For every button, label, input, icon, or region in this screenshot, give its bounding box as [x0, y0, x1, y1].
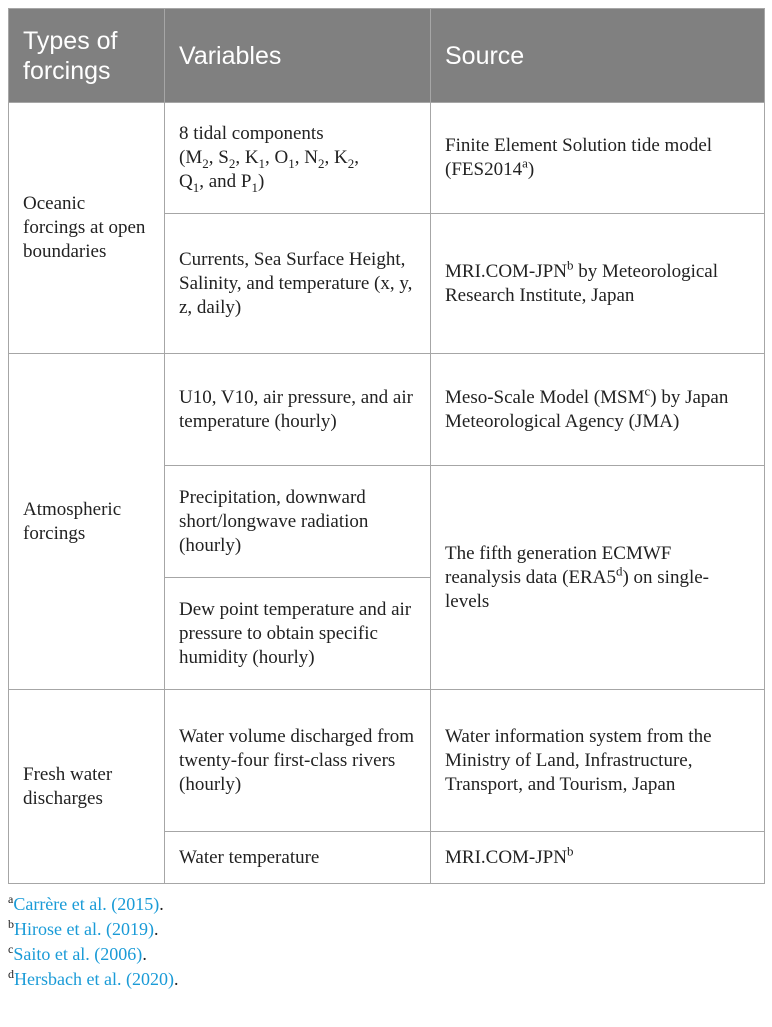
cell-variables — [165, 103, 431, 214]
footnotes — [8, 892, 764, 992]
footnote-link[interactable]: Hersbach et al. (2020) — [14, 969, 174, 989]
footnote-link[interactable]: Hirose et al. (2019) — [14, 919, 154, 939]
footnote-link[interactable]: Carrère et al. (2015) — [13, 894, 160, 914]
forcings-table-container — [8, 8, 764, 992]
cell-variables: Water volume discharged from twenty-four first-class rivers (hourly) — [165, 690, 431, 832]
footnote: $^d$Hersbach et al. (2020). — [8, 967, 179, 989]
forcings-table — [8, 8, 765, 884]
cell-source: Meso-Scale Model (MSM$^c$) by Japan Meteorological Agency (JMA) — [431, 354, 765, 466]
footnote: $^c$Saito et al. (2006). — [8, 942, 147, 964]
cell-variables: Precipitation, downward short/longwave radiation (hourly) — [165, 466, 431, 578]
tidal-list: ($M_2$, $S_2$, $K_1$, $O_1$, $N_2$, $K_2$, $Q_1$, and $P_1$) — [179, 147, 359, 195]
cell-variables: U10, V10, air pressure, and air temperature (hourly) — [165, 354, 431, 466]
header-row — [9, 9, 765, 103]
cell-source: Water information system from the Ministry of Land, Infrastructure, Transport, and Tourism, Japan — [431, 690, 765, 832]
table-row — [9, 690, 765, 832]
cell-source: The fifth generation ECMWF reanalysis data (ERA5$^d$) on single-levels — [431, 466, 765, 690]
footnote-link[interactable]: Saito et al. (2006) — [13, 944, 143, 964]
table-row — [9, 103, 765, 214]
cell-source: MRI.COM-JPN$^b$ by Meteorological Research Institute, Japan — [431, 214, 765, 354]
group-label-fresh: Fresh water discharges — [9, 690, 165, 884]
cell-variables: Currents, Sea Surface Height, Salinity, and temperature (x, y, z, daily) — [165, 214, 431, 354]
table-row — [9, 354, 765, 466]
group-label-atmospheric: Atmospheric forcings — [9, 354, 165, 690]
footnote: $^a$Carrère et al. (2015). — [8, 892, 164, 914]
cell-variables: Water temperature — [165, 832, 431, 884]
cell-source: Finite Element Solution tide model (FES2014$^a$) — [431, 103, 765, 214]
cell-variables: Dew point temperature and air pressure to obtain specific humidity (hourly) — [165, 578, 431, 690]
group-label-oceanic: Oceanic forcings at open boundaries — [9, 103, 165, 354]
footnote: $^b$Hirose et al. (2019). — [8, 917, 159, 939]
header-types: Types of forcings — [9, 9, 165, 103]
header-source: Source — [431, 9, 765, 103]
header-variables: Variables — [165, 9, 431, 103]
cell-source: MRI.COM-JPN$^b$ — [431, 832, 765, 884]
tidal-text: 8 tidal components — [179, 123, 324, 144]
